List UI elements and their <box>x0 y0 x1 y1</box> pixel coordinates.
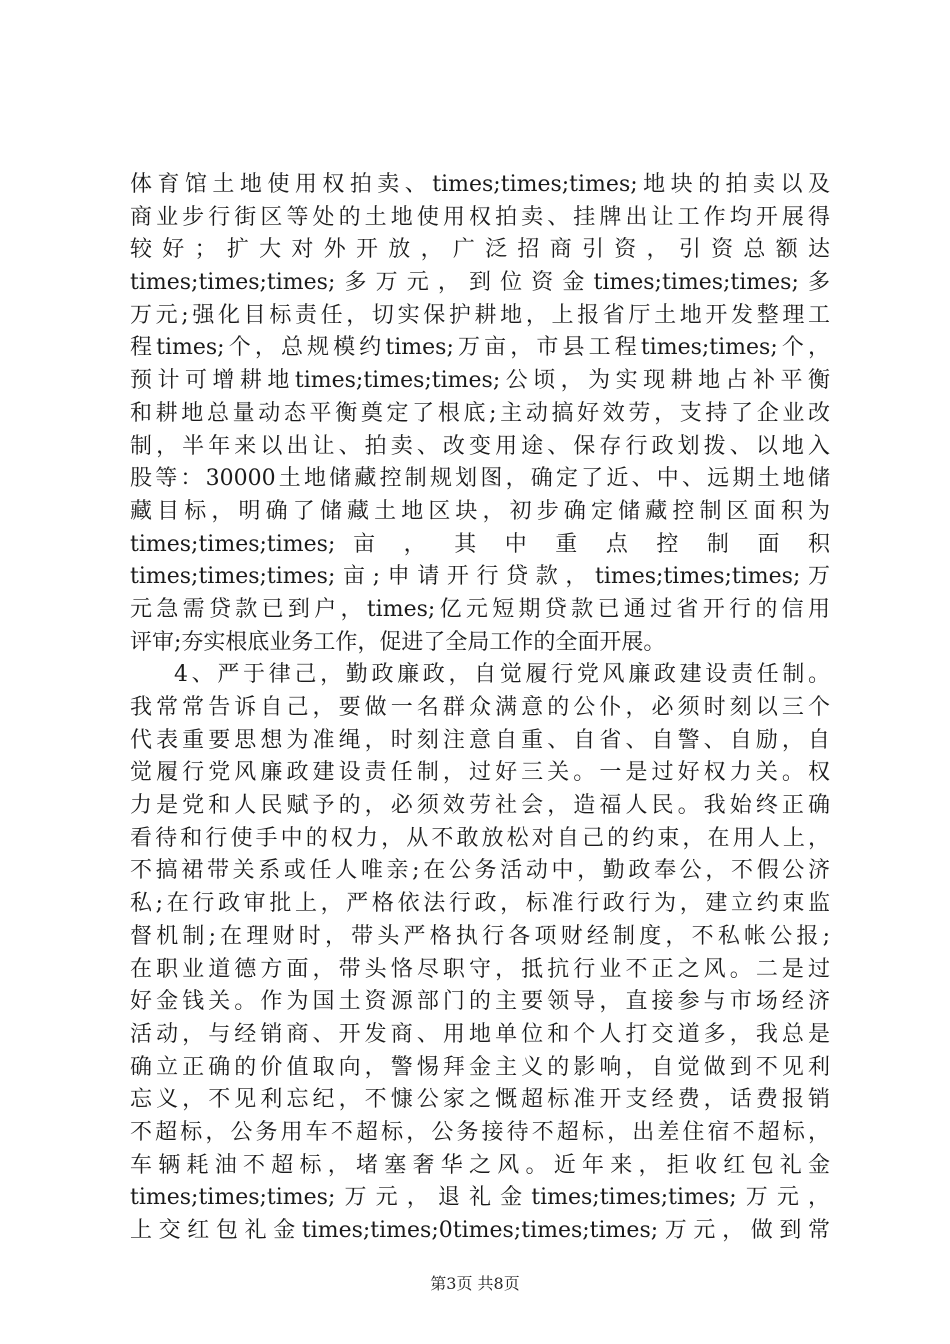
text-line: 在职业道德方面，带头恪尽职守，抵抗行业不正之风。二是过 <box>130 956 830 982</box>
text-line: 力是党和人民赋予的，必须效劳社会，造福人民。我始终正确 <box>130 793 830 819</box>
text-line: 程times;个，总规模约times;万亩，市县工程times;times;个， <box>130 335 830 361</box>
text-line: times;times;times; 亩 ， 其 中 重 点 控 制 面 积 <box>130 531 830 557</box>
text-line: 商业步行街区等处的土地使用权拍卖、挂牌出让工作均开展得 <box>130 204 830 230</box>
text-line: 万元;强化目标责任，切实保护耕地，上报省厅土地开发整理工 <box>130 302 830 328</box>
text-line: 觉履行党风廉政建设责任制，过好三关。一是过好权力关。权 <box>130 760 830 786</box>
text-line: 不搞裙带关系或任人唯亲;在公务活动中，勤政奉公，不假公济 <box>130 858 830 884</box>
text-line: 上交红包礼金times;times;0times;times;times;万元，做到常 <box>130 1218 830 1243</box>
text-line: 预计可增耕地times;times;times;公顷，为实现耕地占补平衡 <box>130 368 830 394</box>
text-line: 代表重要思想为准绳，时刻注意自重、自省、自警、自励，自 <box>130 727 830 753</box>
text-line: 制，半年来以出让、拍卖、改变用途、保存行政划拨、以地入 <box>130 433 830 459</box>
text-line: 体育馆土地使用权拍卖、times;times;times;地块的拍卖以及 <box>130 172 830 197</box>
text-line: 股等：30000土地储藏控制规划图，确定了近、中、远期土地储 <box>130 466 830 492</box>
text-line: 私;在行政审批上，严格依法行政，标准行政行为，建立约束监 <box>130 891 830 917</box>
text-line: 不超标，公务用车不超标，公务接待不超标，出差住宿不超标， <box>130 1119 830 1145</box>
text-line: 忘义，不见利忘纪，不慷公家之慨超标准开支经费，话费报销 <box>130 1087 830 1113</box>
text-line: 藏目标，明确了储藏土地区块，初步确定储藏控制区面积为 <box>130 498 830 524</box>
text-line: 好金钱关。作为国土资源部门的主要领导，直接参与市场经济 <box>130 989 830 1015</box>
page-footer: 第3页 共8页 <box>430 1274 520 1293</box>
paragraph-heading: 4、严于律己，勤政廉政，自觉履行党风廉政建设责任制。 <box>174 662 830 688</box>
text-line: times;times;times;亩;申请开行贷款，times;times;times;万 <box>130 564 830 590</box>
text-line: times;times;times;万元，退礼金times;times;times;万元， <box>130 1185 830 1211</box>
text-line: 确立正确的价值取向，警惕拜金主义的影响，自觉做到不见利 <box>130 1054 830 1080</box>
text-line: 和耕地总量动态平衡奠定了根底;主动搞好效劳，支持了企业改 <box>130 400 830 426</box>
text-line: 元急需贷款已到户，times;亿元短期贷款已通过省开行的信用 <box>130 596 830 622</box>
text-line: 评审;夯实根底业务工作，促进了全局工作的全面开展。 <box>130 629 666 655</box>
text-line: 督机制;在理财时，带头严格执行各项财经制度，不私帐公报; <box>130 923 830 949</box>
text-line: times;times;times;多万元，到位资金times;times;times;多 <box>130 270 830 296</box>
text-line: 车辆耗油不超标，堵塞奢华之风。近年来，拒收红包礼金 <box>130 1152 830 1178</box>
text-line: 较好；扩大对外开放，广泛招商引资，引资总额达 <box>130 237 830 263</box>
text-line: 我常常告诉自己，要做一名群众满意的公仆，必须时刻以三个 <box>130 695 830 720</box>
body-text <box>130 169 830 1248</box>
text-line: 活动，与经销商、开发商、用地单位和个人打交道多，我总是 <box>130 1021 830 1047</box>
text-line: 看待和行使手中的权力，从不敢放松对自己的约束，在用人上， <box>130 825 830 851</box>
